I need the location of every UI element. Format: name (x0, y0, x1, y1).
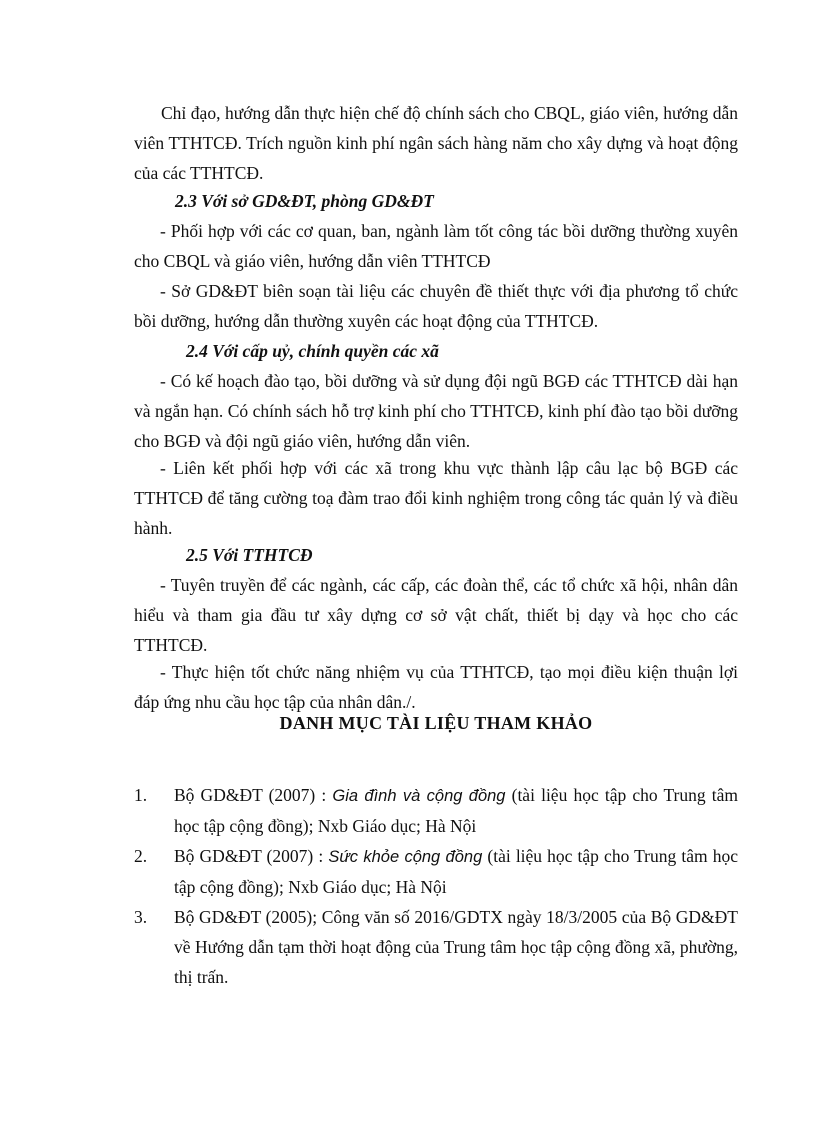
paragraph-direction: Chỉ đạo, hướng dẫn thực hiện chế độ chính sách cho CBQL, giáo viên, hướng dẫn viên TTHTCĐ. Trích nguồn kinh phí ngân sách hàng năm cho xây dựng và hoạt động của các TTHTCĐ. (134, 103, 738, 183)
heading-2-5: 2.5 Với TTHTCĐ (186, 545, 313, 565)
reference-text: Bộ GD&ĐT (2005); Công văn số 2016/GDTX ngày 18/3/2005 của Bộ GD&ĐT về Hướng dẫn tạm thời hoạt động của Trung tâm học tập cộng đồng xã, phường, thị trấn. (174, 907, 738, 987)
reference-text: Bộ GD&ĐT (2007) : Sức khỏe cộng đồng (tài liệu học tập cho Trung tâm học tập cộng đồng); Nxb Giáo dục; Hà Nội (174, 846, 739, 897)
heading-2-3: 2.3 Với sở GD&ĐT, phòng GD&ĐT (175, 191, 434, 211)
reference-text: Bộ GD&ĐT (2007) : Gia đình và cộng đồng (tài liệu học tập cho Trung tâm học tập cộng đồng); Nxb Giáo dục; Hà Nội (174, 785, 738, 836)
references-title: DANH MỤC TÀI LIỆU THAM KHẢO (279, 713, 593, 733)
reference-number: 1. (134, 785, 148, 805)
reference-item (134, 780, 738, 841)
reference-number: 3. (134, 907, 148, 927)
reference-item (134, 841, 738, 902)
paragraph-functions: - Thực hiện tốt chức năng nhiệm vụ của TTHTCĐ, tạo mọi điều kiện thuận lợi đáp ứng nhu cầu học tập của nhân dân./. (134, 662, 738, 712)
paragraph-coordination: - Phối hợp với các cơ quan, ban, ngành làm tốt công tác bồi dưỡng thường xuyên cho CBQL và giáo viên, hướng dẫn viên TTHTCĐ (134, 221, 738, 271)
heading-2-4: 2.4 Với cấp uỷ, chính quyền các xã (186, 341, 439, 361)
reference-item (134, 902, 738, 992)
reference-number: 2. (134, 846, 148, 866)
paragraph-department-materials: - Sở GD&ĐT biên soạn tài liệu các chuyên đề thiết thực với địa phương tổ chức bồi dưỡng, hướng dẫn thường xuyên các hoạt động của TTHTCĐ. (134, 281, 738, 331)
paragraph-club: - Liên kết phối hợp với các xã trong khu vực thành lập câu lạc bộ BGĐ các TTHTCĐ để tăng cường toạ đàm trao đổi kinh nghiệm trong công tác quản lý và điều hành. (134, 458, 738, 538)
paragraph-propaganda: - Tuyên truyền để các ngành, các cấp, các đoàn thể, các tổ chức xã hội, nhân dân hiểu và tham gia đầu tư xây dựng cơ sở vật chất, thiết bị dạy và học cho các TTHTCĐ. (134, 575, 738, 655)
paragraph-training-plan: - Có kế hoạch đào tạo, bồi dưỡng và sử dụng đội ngũ BGĐ các TTHTCĐ dài hạn và ngắn hạn. Có chính sách hỗ trợ kinh phí cho TTHTCĐ, kinh phí đào tạo bồi dưỡng cho BGĐ và đội ngũ giáo viên, hướng dẫn viên. (134, 371, 738, 451)
